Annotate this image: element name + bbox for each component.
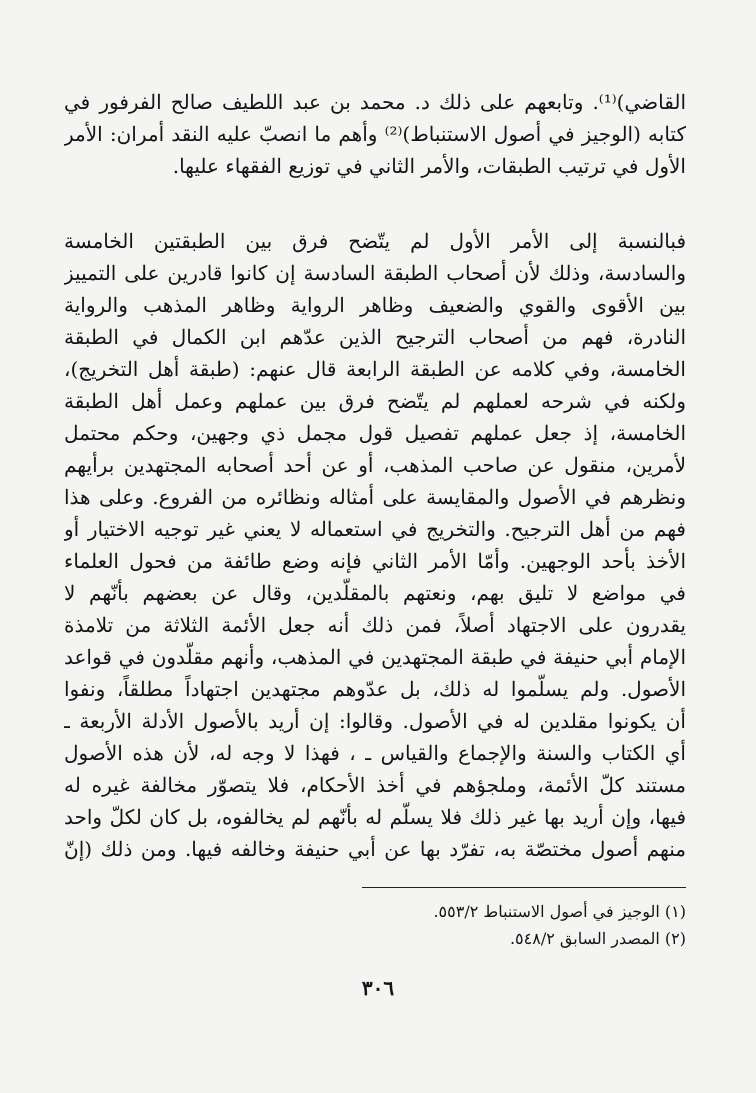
text-line: بين الأقوى والقوي والضعيف وظاهر الرواية وظاهر المذهب والرواية (64, 293, 686, 317)
page-number: ٣٠٦ (361, 976, 395, 1000)
text-line: لأمرين، منقول عن صاحب المذهب، أو عن أحد أصحابه المجتهدين برأيهم (64, 453, 686, 477)
paragraph-1 (64, 86, 686, 182)
text-line: فيها، وإن أريد بها غير ذلك فلا يسلّم له بأنّهم لم يخالفوه، بل كان لكلّ واحد (64, 805, 686, 829)
text-line: الأول في ترتيب الطبقات، والأمر الثاني في توزيع الفقهاء عليها. (172, 154, 686, 178)
paragraph-2 (64, 225, 686, 865)
text-line: القاضي)⁽¹⁾. وتابعهم على ذلك د. محمد بن عبد اللطيف صالح الفرفور في (64, 90, 686, 114)
text-line: في مواضع لا تليق بهم، ونعتهم بالمقلّدين، وقال عن بعضهم بأنّهم لا (64, 581, 686, 605)
text-line: مستند كلّ الأئمة، وملجؤهم في أخذ الأحكام، فلا يتصوّر مخالفة غيره له (64, 773, 686, 797)
text-line: ونظرهم في الأصول والمقايسة على أمثاله ونظائره من الفروع. وعلى هذا (64, 485, 686, 509)
text-line: فبالنسبة إلى الأمر الأول لم يتّضح فرق بين الطبقتين الخامسة (64, 229, 686, 253)
text-line: ولكنه في شرحه لعملهم لم يتّضح فرق بين عملهم وعمل أهل الطبقة (64, 389, 686, 413)
text-line: النادرة، فهم من أصحاب الترجيح الذين عدّهم ابن الكمال في الطبقة (64, 325, 686, 349)
text-line: يقدرون على الاجتهاد أصلاً، فمن ذلك أنه جعل الأئمة الثلاثة من تلامذة (64, 613, 686, 637)
footnote-2: (٢) المصدر السابق ٥٤٨/٢. (509, 929, 686, 948)
text-line: الخامسة، وفي كلامه عن الطبقة الرابعة قال عنهم: (طبقة أهل التخريج)، (64, 357, 686, 381)
text-line: فهم من أهل الترجيح. والتخريج في استعماله لا يعني غير توجيه الاختيار أو (64, 517, 686, 541)
footnotes (300, 898, 686, 952)
text-line: الإمام أبي حنيفة في طبقة المجتهدين في المذهب، وأنهم مقلّدون في قواعد (64, 645, 686, 669)
text-line: أن يكونوا مقلدين له في الأصول. وقالوا: إن أريد بالأصول الأدلة الأربعة ـ (64, 709, 686, 733)
footnote-divider (362, 887, 686, 888)
text-line: الأخذ بأحد الوجهين. وأمّا الأمر الثاني فإنه وضع طائفة من فحول العلماء (64, 549, 686, 573)
text-line: كتابه (الوجيز في أصول الاستنباط)⁽²⁾ وأهم ما انصبّ عليه النقد أمران: الأمر (64, 122, 686, 146)
text-line: والسادسة، وذلك لأن أصحاب الطبقة السادسة إن كانوا قادرين على التمييز (64, 261, 686, 285)
footnote-1: (١) الوجيز في أصول الاستنباط ٥٥٣/٢. (433, 902, 686, 921)
text-line: منهم أصول مختصّة به، تفرّد بها عن أبي حنيفة وخالفه فيها. ومن ذلك (إنّ (64, 837, 686, 861)
text-line: أي الكتاب والسنة والإجماع والقياس ـ ، فهذا لا وجه له، لأن هذه الأصول (64, 741, 686, 765)
text-line: الأصول. ولم يسلّموا له ذلك، بل عدّوهم مجتهدين اجتهاداً مطلقاً، ونفوا (64, 677, 686, 701)
text-line: الخامسة، إذ جعل عملهم تفصيل قول مجمل ذي وجهين، وحكم محتمل (64, 421, 686, 445)
